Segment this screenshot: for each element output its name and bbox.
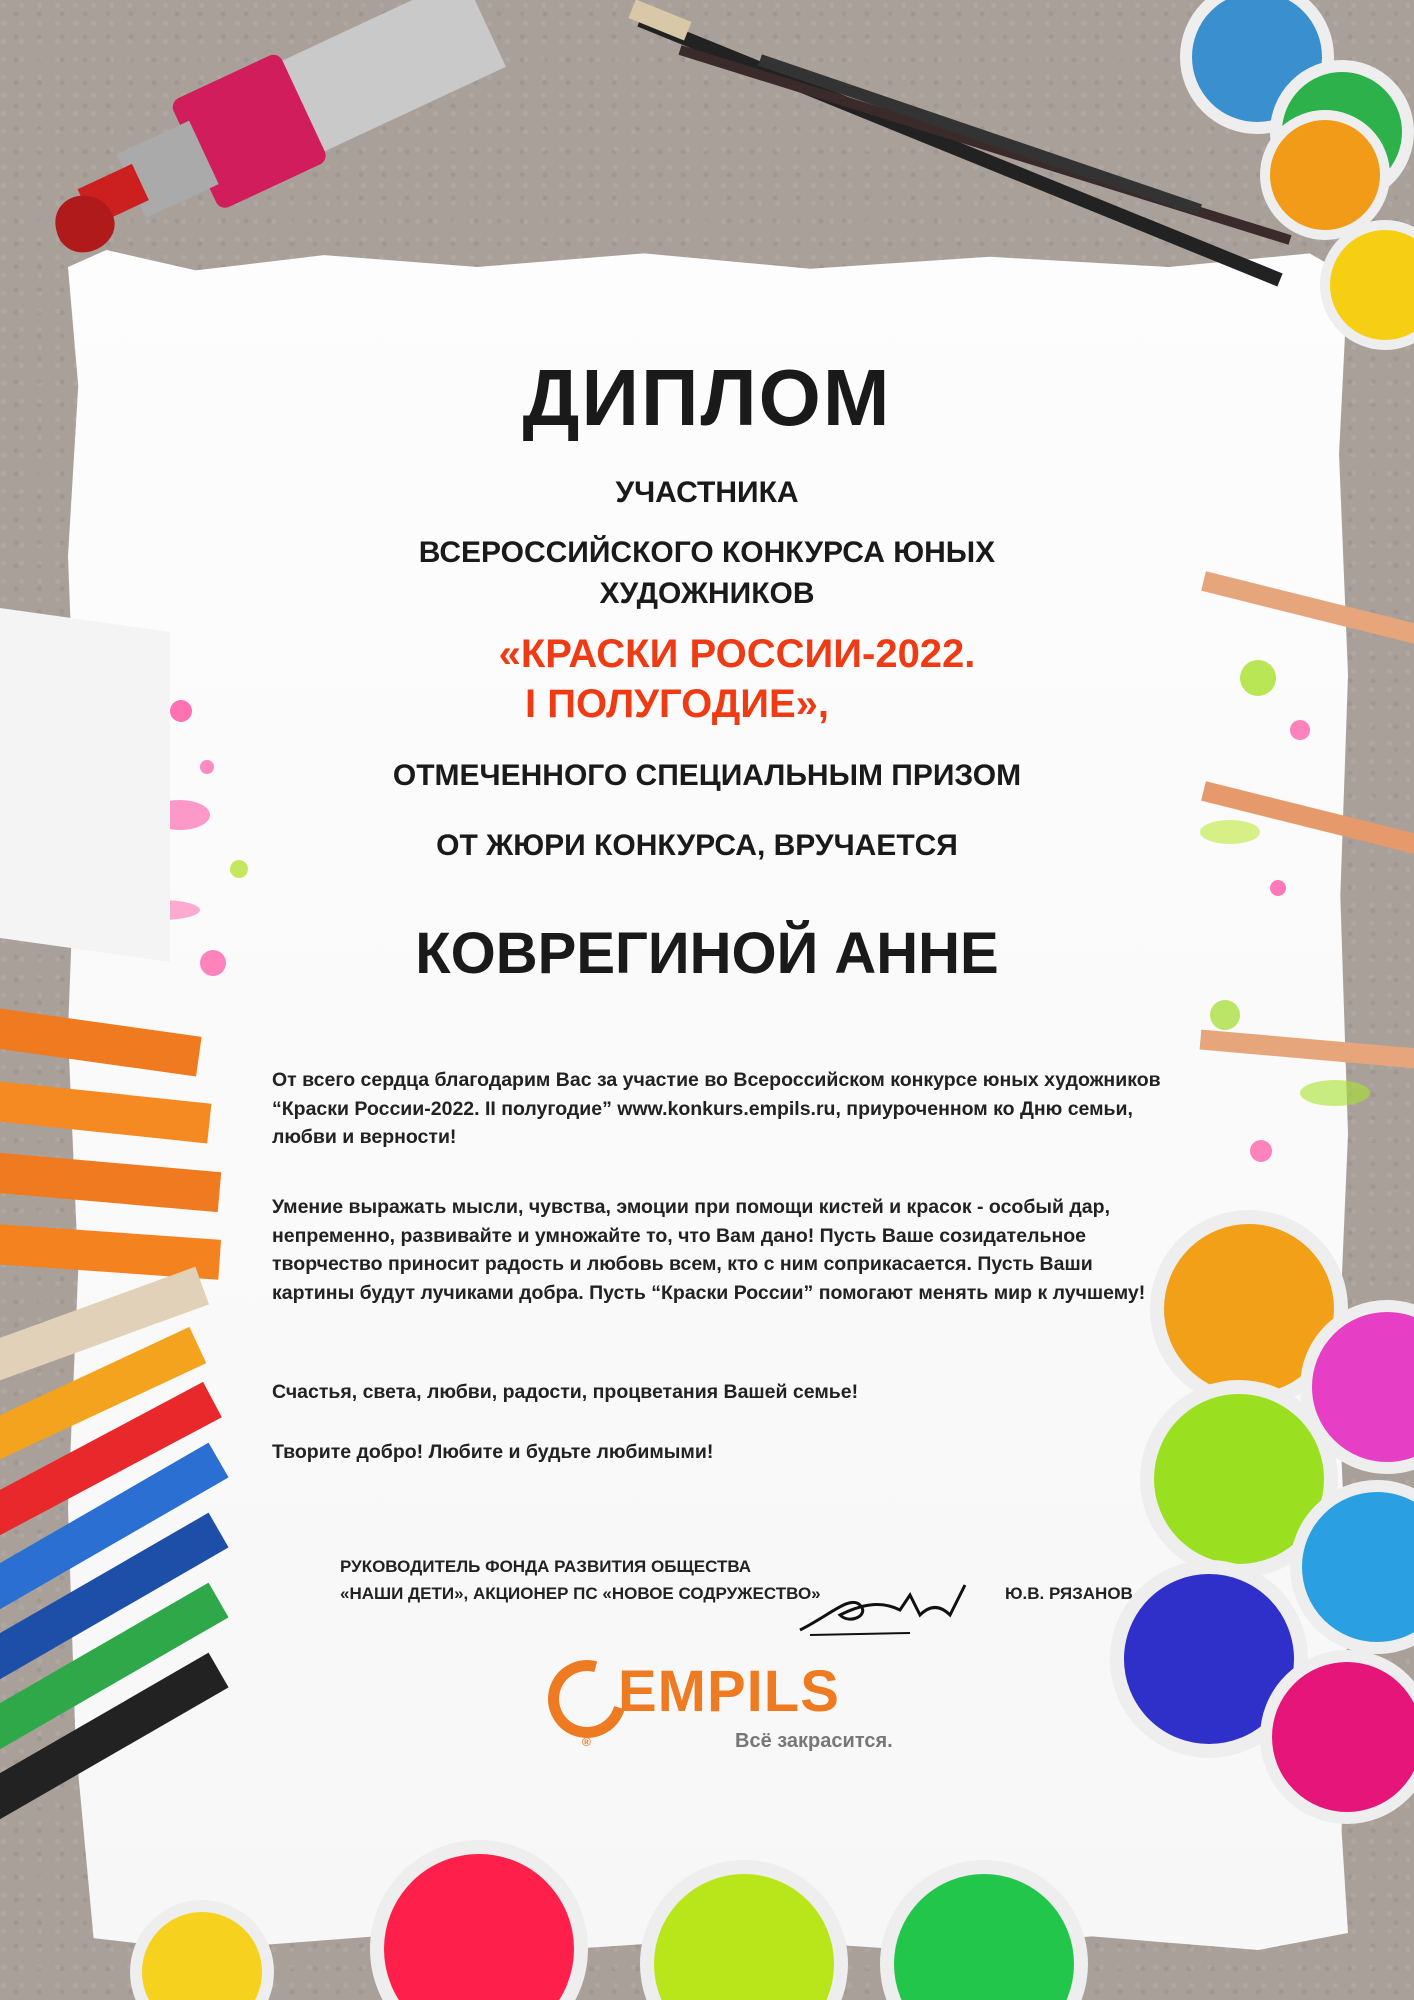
contest-description-line1: ВСЕРОССИЙСКОГО КОНКУРСА ЮНЫХ bbox=[418, 536, 996, 569]
signature-scribble bbox=[790, 1575, 990, 1645]
empils-logo-text: EMPILS bbox=[618, 1659, 840, 1724]
body-paragraph-2: Умение выражать мысли, чувства, эмоции при помощи кистей и красок - особый дар, непременно, развивайте и умножайте то, что Вам дано! Пусть Ваше созидательное творчество приносит радость и любовь всем, кто с ним соприкасается. Пусть Ваши картины будут лучиками добра. Пусть “Краски России” помогают менять мир к лучшему! bbox=[272, 1196, 1146, 1304]
contest-name-line1: «КРАСКИ РОССИИ-2022. bbox=[498, 632, 976, 676]
pencils-left-image bbox=[0, 1000, 260, 2000]
body-paragraph-4: Творите добро! Любите и будьте любимыми! bbox=[272, 1441, 714, 1463]
empils-slogan: Всё закрасится. bbox=[735, 1730, 893, 1752]
paint-tube-image bbox=[20, 0, 540, 300]
diploma-title: ДИПЛОМ bbox=[522, 353, 892, 442]
signatory-position-line2: «НАШИ ДЕТИ», АКЦИОНЕР ПС «НОВОЕ СОДРУЖЕСТВО» bbox=[340, 1584, 821, 1603]
prize-line1: ОТМЕЧЕННОГО СПЕЦИАЛЬНЫМ ПРИЗОМ bbox=[392, 759, 1022, 792]
body-paragraph-3: Счастья, света, любви, радости, процветания Вашей семье! bbox=[272, 1381, 859, 1403]
contest-name-line2: I ПОЛУГОДИЕ», bbox=[524, 682, 830, 726]
signatory-position-line1: РУКОВОДИТЕЛЬ ФОНДА РАЗВИТИЯ ОБЩЕСТВА bbox=[340, 1557, 752, 1576]
prize-line2: ОТ ЖЮРИ КОНКУРСА, ВРУЧАЕТСЯ bbox=[436, 829, 958, 862]
contest-description-line2: ХУДОЖНИКОВ bbox=[599, 577, 815, 610]
participant-label: УЧАСТНИКА bbox=[615, 476, 799, 509]
recipient-name: КОВРЕГИНОЙ АННЕ bbox=[415, 921, 999, 986]
registered-mark: ® bbox=[582, 1735, 591, 1749]
signatory-name: Ю.В. РЯЗАНОВ bbox=[1005, 1584, 1133, 1603]
body-paragraph-1: От всего сердца благодарим Вас за участие во Всероссийском конкурсе юных художников “Краски России-2022. II полугодие” www.konkurs.empils.ru, приуроченном ко Дню семьи, любви и верности! bbox=[272, 1069, 1161, 1148]
